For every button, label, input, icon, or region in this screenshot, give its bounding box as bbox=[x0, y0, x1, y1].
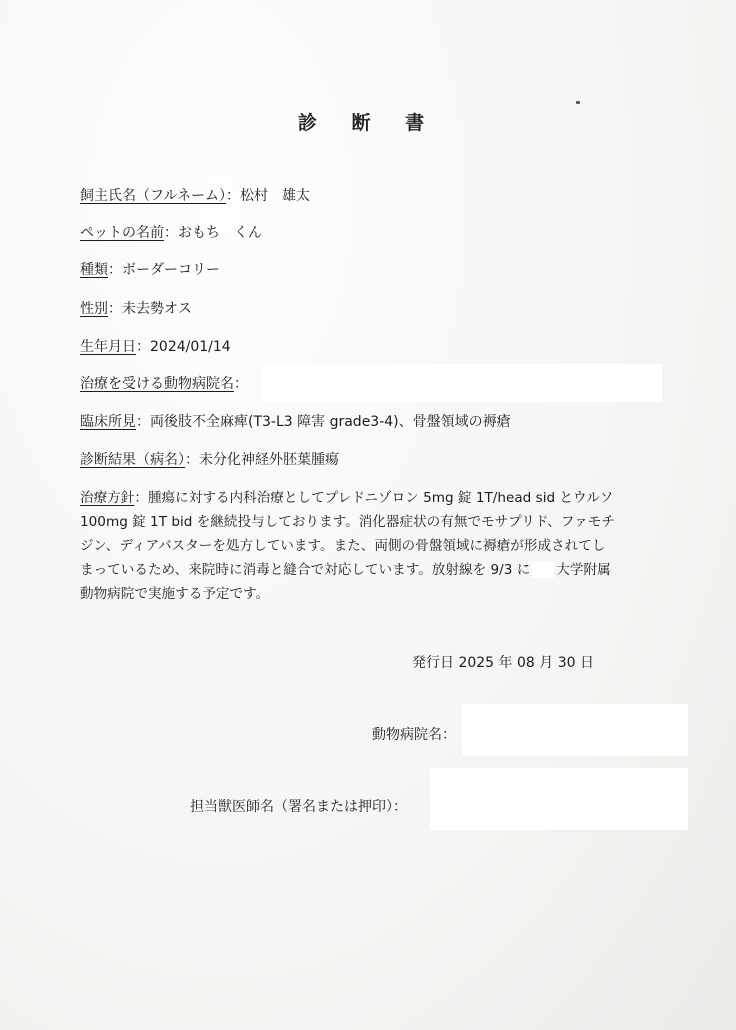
species-field bbox=[80, 258, 220, 282]
sex-field bbox=[80, 297, 192, 321]
treatment-policy-text: 大学附属 bbox=[556, 562, 611, 578]
species-value: ボーダーコリー bbox=[122, 262, 220, 278]
diagnosis-field bbox=[80, 448, 339, 472]
issue-date-month: 08 bbox=[517, 655, 535, 671]
redaction-box bbox=[262, 364, 662, 402]
paper-speck bbox=[576, 101, 580, 104]
pet-name-field bbox=[80, 221, 262, 245]
treatment-policy-label: 治療方針 bbox=[80, 490, 135, 506]
treatment-policy-text: 腫瘍に対する内科治療としてプレドニゾロン 5mg 錠 1T/head sid とウルソ bbox=[147, 490, 614, 506]
redaction-box bbox=[532, 562, 554, 578]
clinical-findings-value: 両後肢不全麻痺(T3-L3 障害 grade3-4)、骨盤領域の褥瘡 bbox=[150, 414, 511, 430]
treatment-policy-line-4 bbox=[80, 558, 690, 582]
treatment-policy-line-1 bbox=[80, 486, 690, 510]
birth-date-field bbox=[80, 335, 231, 359]
species-label: 種類 bbox=[80, 262, 108, 278]
pet-name-label: ペットの名前 bbox=[80, 225, 164, 241]
pet-name-value: おもち くん bbox=[178, 225, 262, 241]
vet-name-label: 担当獣医師名（署名または押印）： bbox=[190, 799, 407, 815]
sex-value: 未去勢オス bbox=[122, 301, 192, 317]
birth-date-value: 2024/01/14 bbox=[150, 339, 231, 355]
redaction-box bbox=[462, 704, 688, 756]
issue-date-prefix: 発行日 bbox=[412, 655, 454, 671]
treatment-policy bbox=[80, 486, 690, 606]
diagnosis-value: 未分化神経外胚葉腫瘍 bbox=[199, 452, 339, 468]
treatment-policy-text: まっているため、来院時に消毒と縫合で対応しています。放射線を 9/3 に bbox=[80, 562, 531, 578]
issue-date-day-unit: 日 bbox=[580, 655, 595, 671]
vet-name-field bbox=[190, 796, 407, 816]
treating-hospital-separator: ： bbox=[234, 376, 248, 392]
owner-name-field bbox=[80, 184, 310, 208]
sex-label: 性別 bbox=[80, 301, 108, 317]
issue-date-month-unit: 月 bbox=[539, 655, 554, 671]
birth-date-label: 生年月日 bbox=[80, 339, 136, 355]
owner-name-separator: ： bbox=[226, 188, 241, 204]
pet-name-separator: ： bbox=[164, 225, 178, 241]
treating-hospital-field bbox=[80, 372, 248, 396]
treatment-policy-line-5: 動物病院で実施する予定です。 bbox=[80, 586, 270, 602]
document-title: 診 断 書 bbox=[297, 112, 439, 134]
clinical-findings-field bbox=[80, 410, 511, 434]
diagnosis-separator: ： bbox=[185, 452, 199, 468]
issue-date-year: 2025 bbox=[458, 655, 495, 671]
sex-separator: ： bbox=[108, 301, 122, 317]
treating-hospital-label: 治療を受ける動物病院名 bbox=[80, 376, 234, 392]
owner-name-label: 飼主氏名（フルネーム） bbox=[80, 188, 227, 204]
treatment-policy-line-3: ジン、ディアバスターを処方しています。また、両側の骨盤領域に褥瘡が形成されてし bbox=[80, 538, 606, 554]
hospital-name-label: 動物病院名： bbox=[372, 727, 456, 743]
issue-date bbox=[412, 652, 594, 672]
hospital-name-field bbox=[372, 724, 456, 744]
clinical-findings-label: 臨床所見 bbox=[80, 414, 136, 430]
birth-date-separator: ： bbox=[136, 339, 150, 355]
species-separator: ： bbox=[108, 262, 122, 278]
treatment-policy-separator: ： bbox=[134, 490, 148, 506]
redaction-box bbox=[430, 768, 688, 830]
clinical-findings-separator: ： bbox=[136, 414, 150, 430]
treatment-policy-line-2: 100mg 錠 1T bid を継続投与しております。消化器症状の有無でモサプリド、ファモチ bbox=[80, 514, 615, 530]
issue-date-day: 30 bbox=[557, 655, 576, 671]
diagnosis-label: 診断結果（病名） bbox=[80, 452, 185, 468]
issue-date-year-unit: 年 bbox=[498, 655, 513, 671]
owner-name-value: 松村 雄太 bbox=[240, 188, 311, 204]
